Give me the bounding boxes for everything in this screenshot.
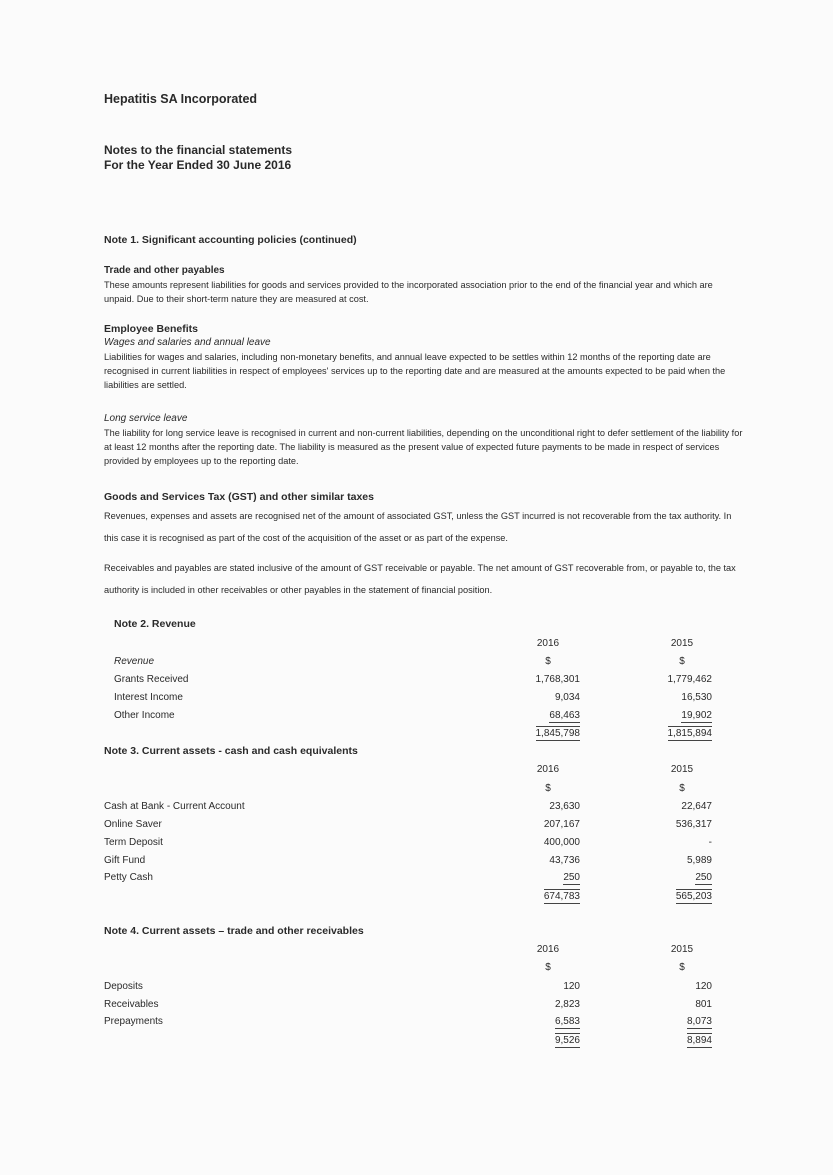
total-2015: 565,203 <box>675 891 712 902</box>
row-label: Term Deposit <box>104 837 163 848</box>
note2-year-2016: 2016 <box>536 638 560 649</box>
total-2016: 1,845,798 <box>535 728 580 739</box>
table-row <box>0 999 833 1017</box>
total-2016: 9,526 <box>554 1035 580 1046</box>
value-2016: 400,000 <box>543 837 580 848</box>
note3-currency-row <box>0 783 833 801</box>
long-service-leave-section <box>104 412 744 468</box>
value-2015: 120 <box>695 981 712 992</box>
row-label: Prepayments <box>104 1016 163 1027</box>
total-row <box>0 728 833 746</box>
note2-caption: Revenue <box>114 656 155 667</box>
value-2016: 43,736 <box>549 855 580 866</box>
total-2015: 8,894 <box>686 1035 712 1046</box>
row-label: Petty Cash <box>104 872 153 883</box>
table-row <box>0 692 833 710</box>
value-2016: 68,463 <box>549 710 580 721</box>
value-2016: 207,167 <box>543 819 580 830</box>
value-2015: 250 <box>695 872 712 883</box>
value-2015: 536,317 <box>675 819 712 830</box>
row-label: Deposits <box>104 981 143 992</box>
period-title: For the Year Ended 30 June 2016 <box>104 158 292 172</box>
value-2015: 5,989 <box>686 855 712 866</box>
note4-year-2016: 2016 <box>536 944 560 955</box>
note4-year-row <box>0 944 833 962</box>
gst-text-2: Receivables and payables are stated inclusive of the amount of GST receivable or payable. The net amount of GST recoverable from, or payable to, the tax authority is included in other receivables or other payables in the statement of financial position. <box>104 563 736 595</box>
note4-heading: Note 4. Current assets – trade and other receivables <box>104 925 364 937</box>
note2-year-row <box>0 638 833 656</box>
value-2016: 120 <box>563 981 580 992</box>
table-row <box>0 1016 833 1034</box>
value-2016: 2,823 <box>554 999 580 1010</box>
value-2015: 8,073 <box>686 1016 712 1027</box>
document-title <box>104 143 292 173</box>
total-row <box>0 1035 833 1053</box>
employee-benefits-section <box>104 322 744 392</box>
note1-heading: Note 1. Significant accounting policies (continued) <box>104 234 357 246</box>
value-2016: 1,768,301 <box>535 674 580 685</box>
note3-currency-2016: $ <box>545 783 551 794</box>
lsl-title: Long service leave <box>104 413 188 424</box>
value-2015: - <box>708 837 712 848</box>
row-label: Interest Income <box>114 692 183 703</box>
notes-title: Notes to the financial statements <box>104 143 293 157</box>
note4-currency-2016: $ <box>545 962 551 973</box>
wages-text: Liabilities for wages and salaries, including non-monetary benefits, and annual leave expected to be settles within 12 months of the reporting date are recognised in current liabilities in respect of employees' services up to the reporting date and are measured at the amounts expected to be paid when the liabilities are settled. <box>104 352 726 390</box>
wages-title: Wages and salaries and annual leave <box>104 337 271 348</box>
employee-benefits-title: Employee Benefits <box>104 323 198 335</box>
trade-payables-text: These amounts represent liabilities for goods and services provided to the incorporated association prior to the end of the financial year and which are unpaid. Due to their short-term nature they are measured at cost. <box>104 280 713 304</box>
note3-year-2016: 2016 <box>536 764 560 775</box>
gst-section <box>104 489 744 601</box>
row-label: Gift Fund <box>104 855 146 866</box>
table-row <box>0 819 833 837</box>
trade-payables-title: Trade and other payables <box>104 265 225 276</box>
table-row <box>0 872 833 890</box>
row-label: Online Saver <box>104 819 162 830</box>
total-2016: 674,783 <box>543 891 580 902</box>
value-2015: 801 <box>695 999 712 1010</box>
total-row <box>0 891 833 909</box>
note2-currency-2015: $ <box>679 656 685 667</box>
note3-currency-2015: $ <box>679 783 685 794</box>
row-label: Cash at Bank - Current Account <box>104 801 245 812</box>
organisation-name: Hepatitis SA Incorporated <box>104 92 258 106</box>
row-label: Grants Received <box>114 674 189 685</box>
note3-year-row <box>0 764 833 782</box>
row-label: Receivables <box>104 999 159 1010</box>
note3-heading: Note 3. Current assets - cash and cash equivalents <box>104 745 358 757</box>
value-2016: 6,583 <box>554 1016 580 1027</box>
note4-currency-2015: $ <box>679 962 685 973</box>
note4-currency-row <box>0 962 833 980</box>
gst-text-1: Revenues, expenses and assets are recognised net of the amount of associated GST, unless the GST incurred is not recoverable from the tax authority. In this case it is recognised as part of the cost of the acquisition of the asset or as part of the expense. <box>104 511 732 543</box>
table-row <box>0 855 833 873</box>
note3-year-2015: 2015 <box>670 764 694 775</box>
table-row <box>0 837 833 855</box>
lsl-text: The liability for long service leave is recognised in current and non-current liabilities, depending on the unconditional right to defer settlement of the liability for at least 12 months after the reporting date. The liability is measured as the present value of expected future payments to be made in respect of services provided by employees up to the reporting date. <box>104 428 743 466</box>
table-row <box>0 981 833 999</box>
note2-heading: Note 2. Revenue <box>114 618 196 630</box>
total-2015: 1,815,894 <box>667 728 712 739</box>
note2-currency-row <box>0 656 833 674</box>
gst-title: Goods and Services Tax (GST) and other similar taxes <box>104 491 374 503</box>
value-2015: 1,779,462 <box>667 674 712 685</box>
value-2015: 19,902 <box>681 710 712 721</box>
row-label: Other Income <box>114 710 175 721</box>
value-2015: 16,530 <box>681 692 712 703</box>
trade-payables-section <box>104 264 744 306</box>
value-2015: 22,647 <box>681 801 712 812</box>
note2-currency-2016: $ <box>545 656 551 667</box>
note2-year-2015: 2015 <box>670 638 694 649</box>
table-row <box>0 674 833 692</box>
value-2016: 23,630 <box>549 801 580 812</box>
value-2016: 250 <box>563 872 580 883</box>
note4-year-2015: 2015 <box>670 944 694 955</box>
value-2016: 9,034 <box>554 692 580 703</box>
table-row <box>0 801 833 819</box>
